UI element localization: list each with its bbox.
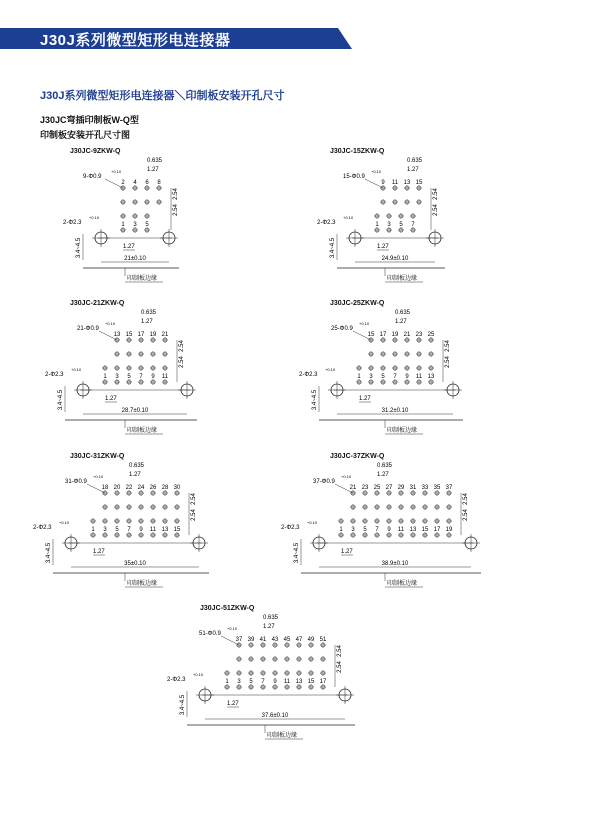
hole-spec-tolerance: +0.10 (93, 474, 104, 479)
pin-number: 30 (173, 485, 181, 491)
hole-spec-label: 51-Φ0.9 (199, 631, 221, 637)
pin-number: 22 (125, 485, 133, 491)
pitch-label-2: 1.27 (263, 624, 275, 630)
pin-number: 13 (161, 527, 169, 533)
pin-number: 41 (259, 637, 267, 643)
pin-number: 3 (103, 527, 107, 533)
pin-number: 21 (161, 332, 169, 338)
edge-distance-label: 3.4~4.5 (312, 389, 318, 411)
pin-number: 29 (397, 485, 405, 491)
hole-layout-drawing (300, 300, 520, 440)
pin-number: 21 (349, 485, 357, 491)
edge-distance-label: 3.4~4.5 (330, 237, 336, 259)
hole-spec-label: 9-Φ0.9 (83, 174, 102, 180)
pitch-dim-bottom: 1.27 (123, 244, 135, 250)
hole-spec-label: 25-Φ0.9 (331, 326, 353, 332)
pin-number: 2 (121, 180, 125, 186)
pin-number: 5 (399, 222, 403, 228)
vertical-dim-label-2: 2.54 (173, 188, 179, 200)
pin-number: 3 (387, 222, 391, 228)
pin-number: 9 (273, 679, 277, 685)
pin-number: 1 (357, 374, 361, 380)
section-subtitle-2: 印制板安装开孔尺寸图 (40, 130, 131, 140)
page-title: J30J系列微型矩形电连接器 (40, 32, 231, 49)
header-banner (0, 28, 352, 49)
pin-number: 11 (391, 180, 399, 186)
diagram-label: J30JC-15ZKW-Q (330, 148, 385, 155)
width-dimension: 31.2±0.10 (381, 408, 409, 414)
pitch-label: 0.635 (407, 158, 423, 164)
pin-number: 9 (405, 374, 409, 380)
width-dimension: 38.9±0.10 (381, 561, 409, 567)
pin-number: 15 (307, 679, 315, 685)
pin-number: 5 (363, 527, 367, 533)
pitch-dim-bottom: 1.27 (93, 549, 105, 555)
pin-number: 15 (173, 527, 181, 533)
hole-layout-drawing (33, 453, 270, 593)
hole-spec-label: 15-Φ0.9 (343, 174, 365, 180)
board-edge-label: 印制板边缘 (127, 276, 158, 282)
pin-number: 15 (421, 527, 429, 533)
vertical-dim-label-2: 2.54 (433, 188, 439, 200)
pin-number: 25 (373, 485, 381, 491)
pin-number: 27 (385, 485, 393, 491)
pin-number: 17 (137, 332, 145, 338)
pin-number: 9 (387, 527, 391, 533)
pitch-label: 0.635 (141, 310, 157, 316)
pin-number: 25 (427, 332, 435, 338)
pin-number: 51 (319, 637, 327, 643)
vertical-dim-label-2: 2.54 (337, 645, 343, 657)
pin-number: 23 (415, 332, 423, 338)
pin-number: 7 (375, 527, 379, 533)
pin-number: 13 (409, 527, 417, 533)
edge-distance-label: 3.4~4.5 (76, 237, 82, 259)
vertical-dim-label-2: 2.54 (445, 340, 451, 352)
hole-spec-tolerance: +0.10 (227, 626, 238, 631)
mount-hole-tolerance: +0.10 (193, 672, 204, 677)
pin-number: 11 (415, 374, 423, 380)
pin-number: 9 (381, 180, 385, 186)
pin-number: 3 (369, 374, 373, 380)
pin-number: 17 (319, 679, 327, 685)
vertical-dim-label-2: 2.54 (191, 493, 197, 505)
pin-number: 7 (411, 222, 415, 228)
mount-hole-label: 2-Φ2.3 (45, 372, 64, 378)
pitch-label-2: 1.27 (377, 472, 389, 478)
pin-number: 3 (237, 679, 241, 685)
hole-spec-tolerance: +0.10 (341, 474, 352, 479)
pin-number: 11 (161, 374, 169, 380)
mount-hole-label: 2-Φ2.3 (281, 525, 300, 531)
diagram-label: J30JC-9ZKW-Q (70, 148, 121, 155)
pin-number: 1 (375, 222, 379, 228)
hole-layout-drawing (40, 300, 250, 440)
pitch-dim-bottom: 1.27 (105, 396, 117, 402)
pin-number: 11 (397, 527, 405, 533)
diagram-label: J30JC-37ZKW-Q (330, 453, 385, 460)
pin-number: 6 (145, 180, 149, 186)
pin-number: 18 (101, 485, 109, 491)
pin-number: 15 (415, 180, 423, 186)
pin-number: 37 (445, 485, 453, 491)
hole-spec-tolerance: +0.10 (111, 169, 122, 174)
board-edge-label: 印制板边缘 (127, 581, 158, 587)
pin-number: 1 (339, 527, 343, 533)
diagram-label: J30JC-21ZKW-Q (70, 300, 125, 307)
pin-number: 33 (421, 485, 429, 491)
vertical-dim-label: 2.54 (463, 509, 469, 521)
vertical-dim-label-2: 2.54 (463, 493, 469, 505)
pin-number: 7 (139, 374, 143, 380)
pin-number: 17 (379, 332, 387, 338)
mount-hole-label: 2-Φ2.3 (167, 677, 186, 683)
diagram-panel (300, 148, 510, 288)
board-edge-label: 印制板边缘 (127, 428, 158, 434)
mount-hole-tolerance: +0.10 (325, 367, 336, 372)
pin-number: 13 (427, 374, 435, 380)
hole-spec-tolerance: +0.10 (359, 321, 370, 326)
pin-number: 9 (139, 527, 143, 533)
pin-number: 20 (113, 485, 121, 491)
pin-number: 1 (103, 374, 107, 380)
pin-number: 5 (381, 374, 385, 380)
pin-number: 19 (445, 527, 453, 533)
pin-number: 45 (283, 637, 291, 643)
hole-layout-drawing (40, 148, 250, 288)
pin-number: 49 (307, 637, 315, 643)
diagram-panel (33, 453, 270, 593)
pin-number: 7 (127, 527, 131, 533)
vertical-dim-label: 2.54 (337, 661, 343, 673)
diagram-label: J30JC-31ZKW-Q (70, 453, 125, 460)
hole-spec-tolerance: +0.10 (105, 321, 116, 326)
hole-layout-drawing (167, 605, 400, 750)
vertical-dim-label: 2.54 (191, 509, 197, 521)
pin-number: 47 (295, 637, 303, 643)
mount-hole-tolerance: +0.10 (343, 215, 354, 220)
pin-number: 3 (115, 374, 119, 380)
diagram-panel (281, 453, 530, 593)
pin-number: 23 (361, 485, 369, 491)
section-subtitle: J30JC弯插印制板W-Q型 (40, 115, 139, 125)
hole-spec-tolerance: +0.10 (371, 169, 382, 174)
pin-number: 1 (121, 222, 125, 228)
edge-distance-label: 3.4~4.5 (58, 389, 64, 411)
diagram-label: J30JC-25ZKW-Q (330, 300, 385, 307)
edge-distance-label: 3.4~4.5 (180, 694, 186, 716)
pin-number: 7 (393, 374, 397, 380)
vertical-dim-label: 2.54 (445, 356, 451, 368)
vertical-dim-label: 2.54 (179, 356, 185, 368)
pin-number: 31 (409, 485, 417, 491)
pin-number: 7 (261, 679, 265, 685)
hole-spec-label: 37-Φ0.9 (313, 479, 335, 485)
pin-number: 24 (137, 485, 145, 491)
mount-hole-label: 2-Φ2.3 (317, 220, 336, 226)
section-title: J30J系列微型矩形电连接器＼印制板安装开孔尺寸 (40, 90, 285, 102)
pitch-dim-bottom: 1.27 (377, 244, 389, 250)
pin-number: 5 (115, 527, 119, 533)
pin-number: 43 (271, 637, 279, 643)
vertical-dim-label: 2.54 (173, 204, 179, 216)
pitch-label-2: 1.27 (141, 319, 153, 325)
pitch-label: 0.635 (147, 158, 163, 164)
vertical-dim-label: 2.54 (433, 204, 439, 216)
edge-distance-label: 3.4~4.5 (46, 542, 52, 564)
pin-number: 15 (125, 332, 133, 338)
pin-number: 5 (249, 679, 253, 685)
pin-number: 4 (133, 180, 137, 186)
pin-number: 17 (433, 527, 441, 533)
pin-number: 13 (403, 180, 411, 186)
mount-hole-label: 2-Φ2.3 (33, 525, 52, 531)
pin-number: 3 (351, 527, 355, 533)
pin-number: 37 (235, 637, 243, 643)
pin-number: 35 (433, 485, 441, 491)
diagram-panel (40, 300, 250, 440)
mount-hole-label: 2-Φ2.3 (63, 220, 82, 226)
pin-number: 5 (145, 222, 149, 228)
width-dimension: 21±0.10 (124, 256, 146, 262)
pitch-dim-bottom: 1.27 (341, 549, 353, 555)
mount-hole-label: 2-Φ2.3 (299, 372, 318, 378)
pin-number: 39 (247, 637, 255, 643)
board-edge-label: 印制板边缘 (387, 581, 418, 587)
pin-number: 3 (133, 222, 137, 228)
pitch-label: 0.635 (263, 615, 279, 621)
pitch-label: 0.635 (395, 310, 411, 316)
width-dimension: 37.6±0.10 (261, 713, 289, 719)
pin-number: 8 (157, 180, 161, 186)
pin-number: 13 (295, 679, 303, 685)
pin-number: 11 (149, 527, 157, 533)
diagram-label: J30JC-51ZKW-Q (200, 605, 255, 612)
hole-spec-label: 31-Φ0.9 (65, 479, 87, 485)
pin-number: 1 (91, 527, 95, 533)
diagram-panel (300, 300, 520, 440)
pin-number: 5 (127, 374, 131, 380)
pin-number: 19 (391, 332, 399, 338)
pin-number: 1 (225, 679, 229, 685)
pin-number: 15 (367, 332, 375, 338)
pin-number: 26 (149, 485, 157, 491)
edge-distance-label: 3.4~4.5 (294, 542, 300, 564)
width-dimension: 28.7±0.10 (121, 408, 149, 414)
board-edge-label: 印制板边缘 (387, 276, 418, 282)
pitch-dim-bottom: 1.27 (359, 396, 371, 402)
hole-layout-drawing (281, 453, 530, 593)
mount-hole-tolerance: +0.10 (71, 367, 82, 372)
pitch-label: 0.635 (129, 463, 145, 469)
board-edge-label: 印制板边缘 (387, 428, 418, 434)
pitch-label-2: 1.27 (129, 472, 141, 478)
pitch-label-2: 1.27 (147, 167, 159, 173)
pitch-label-2: 1.27 (407, 167, 419, 173)
mount-hole-tolerance: +0.10 (307, 520, 318, 525)
pitch-label-2: 1.27 (395, 319, 407, 325)
mount-hole-tolerance: +0.10 (59, 520, 70, 525)
pin-number: 9 (151, 374, 155, 380)
pitch-dim-bottom: 1.27 (227, 701, 239, 707)
pin-number: 13 (113, 332, 121, 338)
hole-spec-label: 21-Φ0.9 (77, 326, 99, 332)
pin-number: 11 (283, 679, 291, 685)
pitch-label: 0.635 (377, 463, 393, 469)
pin-number: 28 (161, 485, 169, 491)
mount-hole-tolerance: +0.10 (89, 215, 100, 220)
vertical-dim-label-2: 2.54 (179, 340, 185, 352)
diagram-panel (40, 148, 250, 288)
width-dimension: 24.9±0.10 (381, 256, 409, 262)
hole-layout-drawing (300, 148, 510, 288)
diagram-panel (167, 605, 400, 750)
pin-number: 19 (149, 332, 157, 338)
board-edge-label: 印制板边缘 (267, 733, 298, 739)
width-dimension: 35±0.10 (124, 561, 146, 567)
pin-number: 21 (403, 332, 411, 338)
